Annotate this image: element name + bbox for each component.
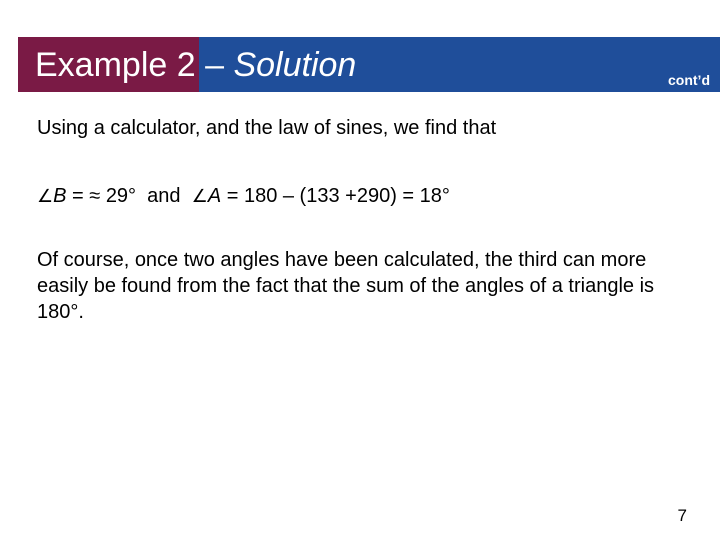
slide-title	[35, 41, 356, 89]
title-dash: –	[195, 46, 234, 84]
angle-b-var: B	[53, 185, 67, 207]
approx-equals: = ≈	[66, 185, 106, 207]
explanation-paragraph: Of course, once two angles have been calculated, the third can more easily be found from the fact that the sum of the angles of a triangle is 180°.	[37, 249, 655, 323]
and-text: and	[136, 185, 192, 207]
angle-a-var: A	[207, 185, 222, 207]
title-main: Example 2	[35, 46, 196, 84]
title-italic: Solution	[233, 46, 357, 84]
formula-line	[37, 183, 450, 210]
page-number: 7	[677, 506, 687, 525]
intro-paragraph: Using a calculator, and the law of sines, we find that	[37, 117, 497, 139]
angle-symbol-b: ∠	[37, 186, 54, 207]
angle-b-value: 29°	[105, 185, 137, 207]
continued-label: cont’d	[668, 72, 710, 88]
angle-a-expression: = 180 – (133 +290) = 18°	[221, 185, 450, 207]
angle-symbol-a: ∠	[191, 186, 208, 207]
